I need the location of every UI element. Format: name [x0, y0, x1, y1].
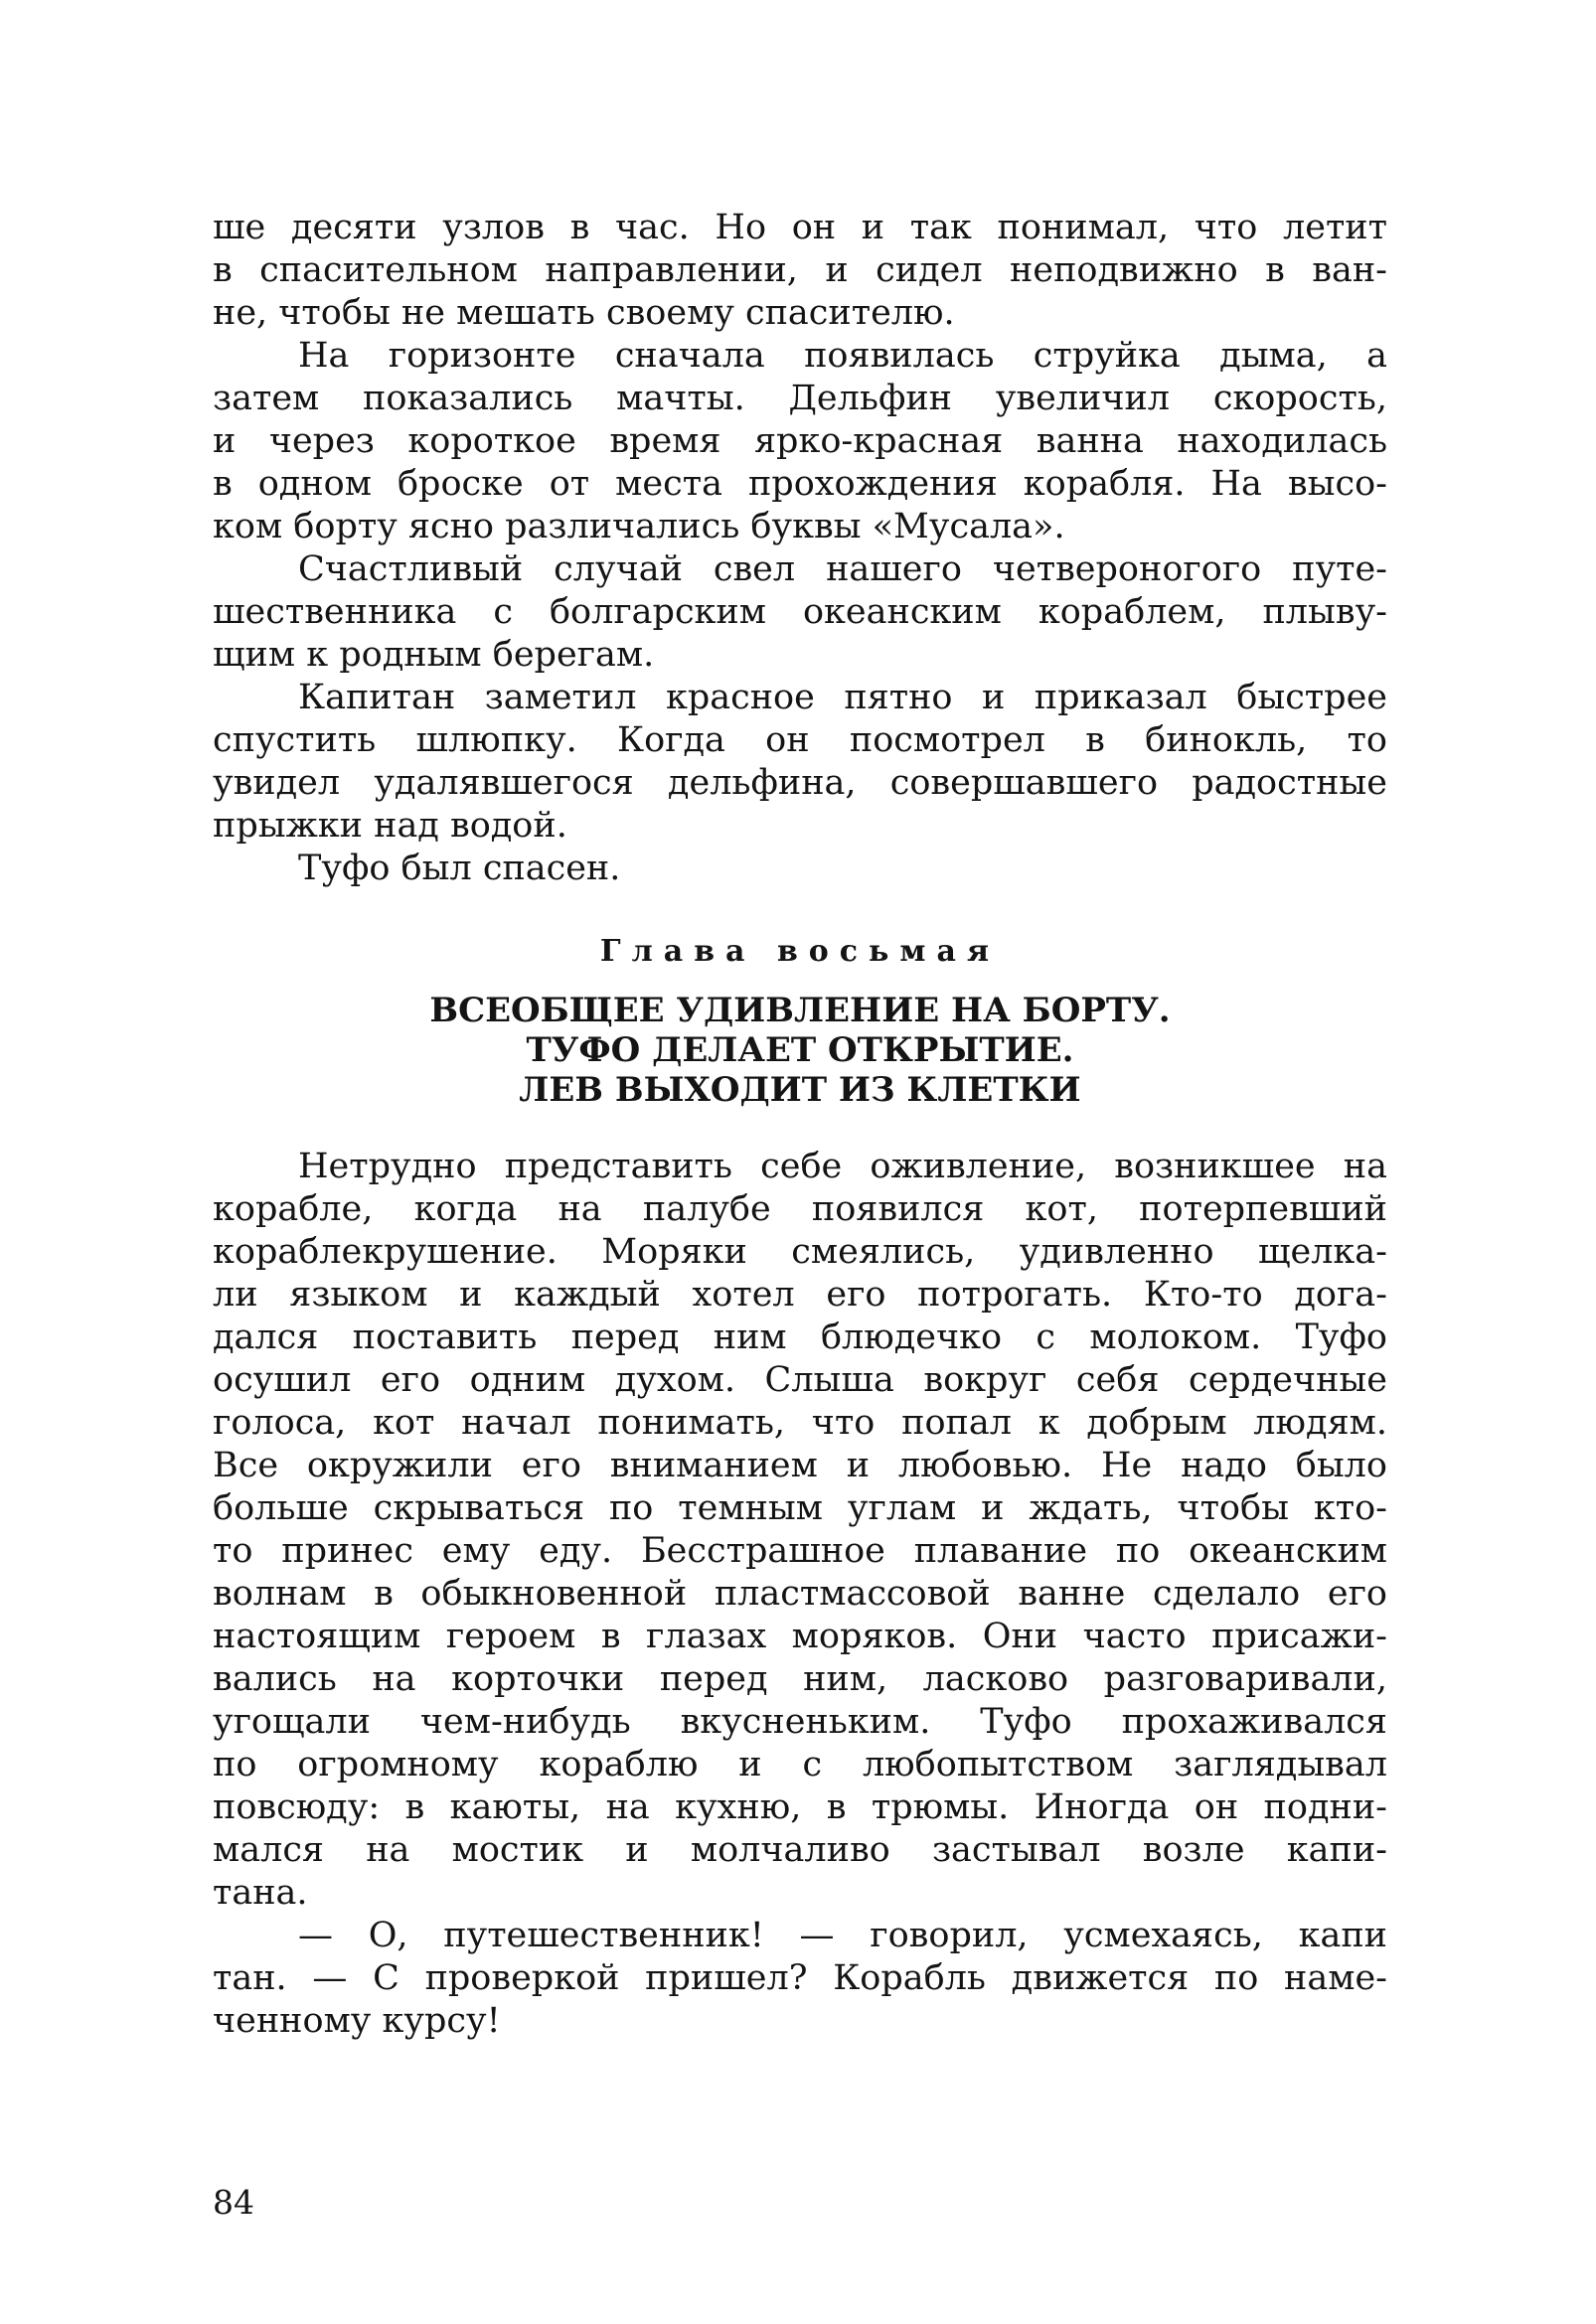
text-line: ше десяти узлов в час. Но он и так понимал, что летит — [213, 208, 1387, 247]
text-line: щим к родным берегам. — [213, 635, 655, 675]
text-line: то принес ему еду. Бесстрашное плавание по океанским — [213, 1531, 1387, 1571]
text-line: тана. — [213, 1873, 308, 1913]
text-line: увидел удалявшегося дельфина, совершавшего радостные — [213, 763, 1387, 803]
text-line: Капитан заметил красное пятно и приказал быстрее — [298, 678, 1387, 717]
text-line: шественника с болгарским океанским кораблем, плыву- — [213, 592, 1387, 632]
text-line: ченному курсу! — [213, 2001, 501, 2041]
text-line: затем показались мачты. Дельфин увеличил скорость, — [213, 379, 1387, 418]
chapter-label: Глава восьмая — [599, 934, 1001, 969]
text-line: мался на мостик и молчаливо застывал возле капи- — [213, 1830, 1387, 1870]
text-line: прыжки над водой. — [213, 806, 567, 846]
text-line: настоящим героем в глазах моряков. Они часто присажи- — [213, 1617, 1387, 1656]
chapter-title-line: ТУФО ДЕЛАЕТ ОТКРЫТИЕ. — [526, 1030, 1074, 1070]
text-line: и через короткое время ярко-красная ванна находилась — [213, 421, 1387, 461]
text-line: в одном броске от места прохождения корабля. На высо- — [213, 464, 1387, 504]
text-block-top — [213, 207, 1387, 890]
text-line: Нетрудно представить себе оживление, возникшее на — [298, 1147, 1387, 1186]
text-line: осушил его одним духом. Слыша вокруг себя сердечные — [213, 1360, 1387, 1400]
text-line: Туфо был спасен. — [298, 849, 621, 888]
text-line: спустить шлюпку. Когда он посмотрел в бинокль, то — [213, 720, 1387, 760]
text-line: ли языком и каждый хотел его потрогать. Кто-то дога- — [213, 1275, 1387, 1315]
text-line: повсюду: в каюты, на кухню, в трюмы. Иногда он подни- — [213, 1787, 1387, 1827]
page-number: 84 — [213, 2183, 254, 2222]
text-line: тан. — С проверкой пришел? Корабль движется по наме- — [213, 1958, 1387, 1998]
text-line: Все окружили его вниманием и любовью. Не надо было — [213, 1446, 1387, 1485]
text-line: по огромному кораблю и с любопытством заглядывал — [213, 1745, 1387, 1784]
text-line: не, чтобы не мешать своему спасителю. — [213, 293, 955, 333]
text-line: ком борту ясно различались буквы «Мусала». — [213, 507, 1065, 546]
chapter-title-line: ВСЕОБЩЕЕ УДИВЛЕНИЕ НА БОРТУ. — [429, 991, 1171, 1030]
text-line: Счастливый случай свел нашего четвероногого путе- — [298, 549, 1387, 589]
text-line: волнам в обыкновенной пластмассовой ванне сделало его — [213, 1574, 1387, 1614]
text-line: дался поставить перед ним блюдечко с молоком. Туфо — [213, 1317, 1387, 1357]
text-line: в спасительном направлении, и сидел неподвижно в ван- — [213, 250, 1387, 290]
text-line: — О, путешественник! — говорил, усмехаясь, капи — [298, 1916, 1387, 1955]
chapter-heading — [213, 932, 1387, 1110]
text-line: вались на корточки перед ним, ласково разговаривали, — [213, 1659, 1387, 1699]
text-line: больше скрываться по темным углам и ждать, чтобы кто- — [213, 1488, 1387, 1528]
text-line: корабле, когда на палубе появился кот, потерпевший — [213, 1189, 1387, 1229]
text-line: угощали чем-нибудь вкусненьким. Туфо прохаживался — [213, 1702, 1387, 1742]
chapter-title-line: ЛЕВ ВЫХОДИТ ИЗ КЛЕТКИ — [519, 1070, 1081, 1110]
text-block-bottom — [213, 1146, 1387, 2043]
text-line: На горизонте сначала появилась струйка дыма, а — [298, 336, 1387, 376]
text-line: голоса, кот начал понимать, что попал к добрым людям. — [213, 1403, 1387, 1443]
text-line: кораблекрушение. Моряки смеялись, удивленно щелка- — [213, 1232, 1387, 1272]
chapter-title — [213, 991, 1387, 1110]
